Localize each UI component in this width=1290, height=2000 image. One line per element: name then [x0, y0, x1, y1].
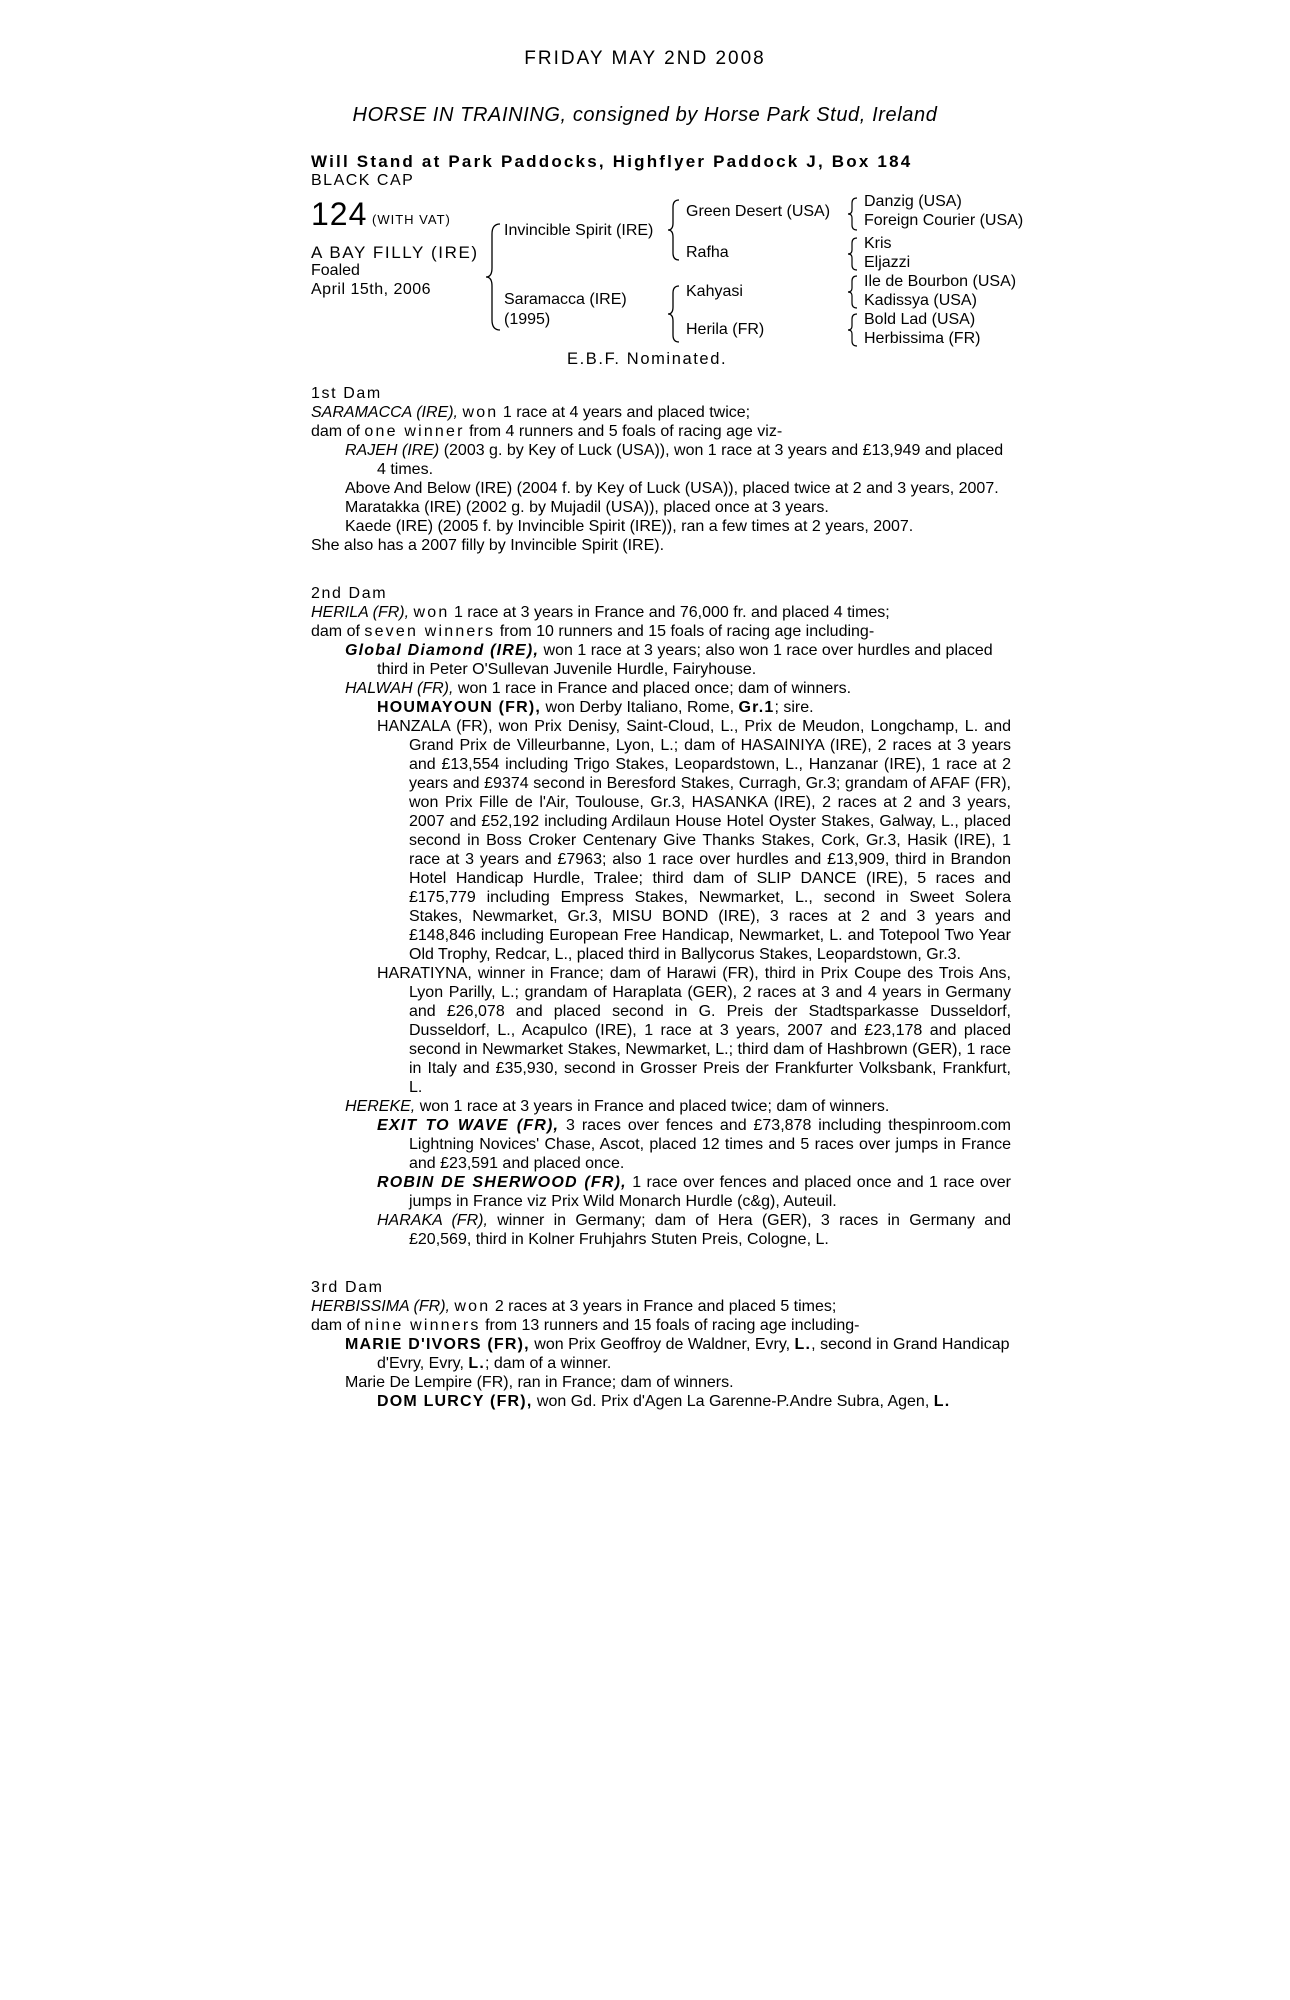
third-dam-won: won — [454, 1298, 491, 1315]
first-dam-runners: from 4 runners and 5 foals of racing age viz- — [469, 423, 783, 440]
sale-date: FRIDAY MAY 2ND 2008 — [524, 48, 766, 69]
second-dam-line — [311, 603, 1011, 622]
third-dam-record: 2 races at 3 years in France and placed 5 times; — [494, 1298, 837, 1315]
produce-rajeh-record: (2003 g. by Key of Luck (USA)), won 1 race at 3 years and £13,949 and placed 4 times. — [377, 442, 1004, 478]
produce-dom-lurcy-listed: L. — [933, 1393, 951, 1410]
cap-colour: BLACK CAP — [311, 172, 415, 189]
produce-haratiyna: HARATIYNA, winner in France; dam of Harawi (FR), third in Prix Coupe des Trois Ans, Lyon Parilly, L.; grandam of Haraplata (GER), 2 races at 3 and 4 years in Germany and £26,078 and placed second in G. Preis der Stadtsparkasse Dusseldorf, Dusseldorf, L., Acapulco (IRE), 1 race at 3 years, 2007 and £23,178 and placed second in Newmarket Stakes, Newmarket, L.; third dam of Hashbrown (GER), 1 race in Italy and £35,930, second in Grosser Preis der Frankfurter Volksbank, Frankfurt, L. — [377, 965, 1011, 1096]
produce-hereke-name: HEREKE, — [345, 1098, 416, 1115]
produce-marie-listed-2: L. — [468, 1355, 485, 1372]
catalogue-body — [311, 384, 1011, 1411]
produce-global-diamond-name: Global Diamond (IRE), — [345, 642, 540, 659]
second-dam-name: HERILA (FR), — [311, 604, 410, 621]
produce-hanzala: HANZALA (FR), won Prix Denisy, Saint-Cloud, L., Prix de Meudon, Longchamp, L. and Grand Prix de Villeurbanne, Lyon, L.; dam of HASAINIYA (IRE), 2 races at 3 years and £13,554 including Trigo Stakes, Leopardstown, L., Hanzanar (IRE), 1 race at 2 years and £9374 second in Beresford Stakes, Curragh, Gr.3; grandam of AFAF (FR), won Prix Fille de l'Air, Toulouse, Gr.3, HASANKA (IRE), 2 races at 2 and 3 years, 2007 and £52,192 including Ardilaun House Hotel Oyster Stakes, Galway, L., placed second in Boss Croker Centenary Give Thanks Stakes, Cork, Gr.3, Hasik (IRE), 1 race at 3 years and £7963; also 1 race over hurdles and £13,909, third in Brandon Hotel Handicap Hurdle, Tralee; third dam of SLIP DANCE (IRE), 5 races and £175,779 including Empress Stakes, Newmarket, L., second in Sweet Solera Stakes, Newmarket, Gr.3, MISU BOND (IRE), 3 races at 2 and 3 years and £148,846 including European Free Handicap, Newmarket, L. and Totepool Two Year Old Trophy, Redcar, L., placed third in Ballycorus Stakes, Leopardstown, Gr.3. — [377, 718, 1011, 963]
produce-halwah-name: HALWAH (FR), — [345, 680, 454, 697]
produce-exit-to-wave — [311, 1116, 1011, 1173]
first-dam-heading: 1st Dam — [311, 385, 382, 402]
produce-robin-record: 1 race over fences and placed once and 1 race over jumps in France viz Prix Wild Monarch Hurdle (c&g), Auteuil. — [409, 1174, 1011, 1210]
third-dam-winner-count: nine winners — [364, 1317, 481, 1334]
pedigree-sire: Invincible Spirit (IRE) — [504, 222, 654, 239]
pedigree-g8: Herbissima (FR) — [864, 330, 981, 347]
pedigree-dam: Saramacca (IRE) — [504, 291, 627, 308]
pedigree-sire-sire: Green Desert (USA) — [686, 203, 831, 220]
ebf-nomination: E.B.F. Nominated. — [567, 350, 728, 368]
produce-houmayoun — [311, 698, 1011, 717]
pedigree-sire-dam: Rafha — [686, 244, 729, 261]
produce-dom-lurcy-name: DOM LURCY (FR), — [377, 1393, 533, 1410]
first-dam-record: 1 race at 4 years and placed twice; — [502, 404, 751, 421]
third-dam-runners: from 13 runners and 15 foals of racing age including- — [485, 1317, 860, 1334]
pedigree-g5: Ile de Bourbon (USA) — [864, 273, 1017, 290]
produce-houmayoun-record: won Derby Italiano, Rome, — [545, 699, 735, 716]
produce-kaede: Kaede (IRE) (2005 f. by Invincible Spirit (IRE)), ran a few times at 2 years, 2007. — [345, 518, 914, 535]
first-dam-dam-of: dam of — [311, 423, 360, 440]
produce-hereke — [311, 1097, 1011, 1116]
consignment-line: HORSE IN TRAINING, consigned by Horse Park Stud, Ireland — [352, 104, 938, 126]
produce-rajeh — [311, 441, 1011, 479]
foaled-date: April 15th, 2006 — [311, 281, 432, 298]
first-dam-won: won — [462, 404, 499, 421]
second-dam-runners: from 10 runners and 15 foals of racing age including- — [499, 623, 875, 640]
lot-number: 124 — [311, 196, 368, 232]
pedigree-brace-sire — [666, 198, 682, 262]
second-dam-won: won — [413, 604, 450, 621]
third-dam-produce-line — [311, 1316, 1011, 1335]
first-dam-produce-line — [311, 422, 1011, 441]
pedigree-dam-sire: Kahyasi — [686, 283, 743, 300]
produce-houmayoun-sire: ; sire. — [774, 699, 814, 716]
produce-houmayoun-grade: Gr.1 — [738, 699, 775, 716]
produce-marie-de-lempire: Marie De Lempire (FR), ran in France; dam of winners. — [345, 1374, 734, 1391]
second-dam-dam-of: dam of — [311, 623, 360, 640]
pedigree-brace-dam — [666, 284, 682, 344]
produce-marie-record: won Prix Geoffroy de Waldner, Evry, — [534, 1336, 791, 1353]
produce-global-diamond-record: won 1 race at 3 years; also won 1 race over hurdles and placed third in Peter O'Sullevan Juvenile Hurdle, Fairyhouse. — [377, 642, 993, 678]
produce-rajeh-name: RAJEH (IRE) — [345, 442, 440, 459]
pedigree-g1: Danzig (USA) — [864, 193, 962, 210]
third-dam-heading: 3rd Dam — [311, 1279, 384, 1296]
pedigree-dam-dam: Herila (FR) — [686, 321, 765, 338]
third-dam-name: HERBISSIMA (FR), — [311, 1298, 450, 1315]
second-dam-record: 1 race at 3 years in France and 76,000 fr. and placed 4 times; — [453, 604, 890, 621]
vat-note: (WITH VAT) — [372, 212, 451, 227]
produce-exit-to-wave-name: EXIT TO WAVE (FR), — [377, 1117, 560, 1134]
first-dam-winner-count: one winner — [364, 423, 465, 440]
produce-dom-lurcy-record: won Gd. Prix d'Agen La Garenne-P.Andre Subra, Agen, — [536, 1393, 930, 1410]
produce-maratakka: Maratakka (IRE) (2002 g. by Mujadil (USA)), placed once at 3 years. — [345, 499, 829, 516]
foaled-label: Foaled — [311, 262, 360, 279]
pedigree-g7: Bold Lad (USA) — [864, 311, 976, 328]
pedigree-brace-g4 — [846, 312, 860, 348]
pedigree-dam-year: (1995) — [504, 311, 551, 328]
produce-houmayoun-name: HOUMAYOUN (FR), — [377, 699, 542, 716]
pedigree-brace-g1 — [846, 196, 860, 232]
pedigree-g2: Foreign Courier (USA) — [864, 212, 1024, 229]
produce-dom-lurcy — [311, 1392, 1011, 1411]
produce-global-diamond — [311, 641, 1011, 679]
first-dam-name: SARAMACCA (IRE), — [311, 404, 458, 421]
pedigree-g3: Kris — [864, 235, 892, 252]
produce-2007-filly: She also has a 2007 filly by Invincible Spirit (IRE). — [311, 537, 665, 554]
produce-marie-dam: ; dam of a winner. — [485, 1355, 612, 1372]
pedigree-brace-g2 — [846, 236, 860, 272]
produce-haraka-record: winner in Germany; dam of Hera (GER), 3 races in Germany and £20,569, third in Kolner Fruhjahrs Stuten Preis, Cologne, L. — [409, 1212, 1011, 1248]
horse-description: A BAY FILLY (IRE) — [311, 243, 479, 262]
pedigree-brace-gen1 — [484, 222, 504, 332]
pedigree-g4: Eljazzi — [864, 254, 911, 271]
produce-marie-second: , second in Grand Handicap d'Evry, Evry, — [377, 1336, 1010, 1372]
produce-hereke-record: won 1 race at 3 years in France and placed twice; dam of winners. — [419, 1098, 890, 1115]
second-dam-produce-line — [311, 622, 1011, 641]
stand-location: Will Stand at Park Paddocks, Highflyer Paddock J, Box 184 — [311, 152, 913, 171]
produce-marie-name: MARIE D'IVORS (FR), — [345, 1336, 530, 1353]
produce-above-and-below: Above And Below (IRE) (2004 f. by Key of Luck (USA)), placed twice at 2 and 3 years, 2007. — [345, 480, 999, 497]
produce-marie-divors — [311, 1335, 1011, 1373]
produce-halwah-record: won 1 race in France and placed once; dam of winners. — [457, 680, 852, 697]
third-dam-dam-of: dam of — [311, 1317, 360, 1334]
produce-robin-name: ROBIN DE SHERWOOD (FR), — [377, 1174, 627, 1191]
produce-robin-de-sherwood — [311, 1173, 1011, 1211]
pedigree-g6: Kadissya (USA) — [864, 292, 977, 309]
second-dam-heading: 2nd Dam — [311, 585, 388, 602]
produce-exit-to-wave-record: 3 races over fences and £73,878 including thespinroom.com Lightning Novices' Chase, Ascot, placed 12 times and 5 races over jumps in France and £23,591 and placed once. — [409, 1117, 1012, 1172]
second-dam-winner-count: seven winners — [364, 623, 496, 640]
pedigree-brace-g3 — [846, 274, 860, 310]
produce-halwah — [311, 679, 1011, 698]
produce-haraka — [311, 1211, 1011, 1249]
produce-haraka-name: HARAKA (FR), — [377, 1212, 488, 1229]
third-dam-line — [311, 1297, 1011, 1316]
produce-marie-listed: L. — [794, 1336, 812, 1353]
first-dam-line — [311, 403, 1011, 422]
